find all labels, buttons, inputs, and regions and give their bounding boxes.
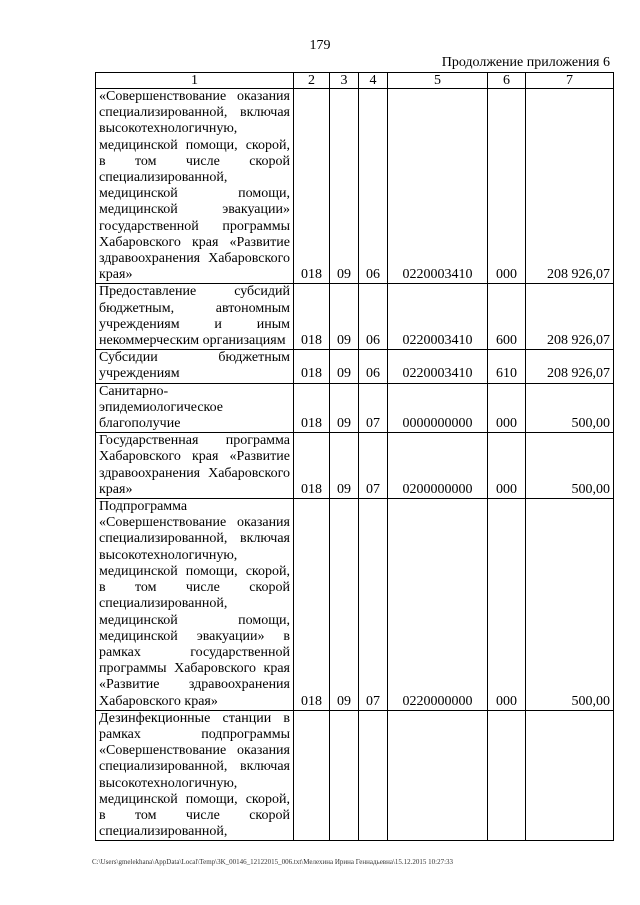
row-subsection: 06 [359, 89, 388, 284]
row-section: 09 [330, 383, 359, 433]
row-amount: 208 926,07 [526, 89, 614, 284]
header-cell: 1 [96, 73, 294, 89]
row-target: 0200000000 [388, 433, 488, 499]
row-name: Государственная программа Хабаровского края «Развитие здравоохранения Хабаровского края» [96, 433, 294, 499]
row-amount: 208 926,07 [526, 284, 614, 350]
row-target: 0220003410 [388, 89, 488, 284]
table-row [96, 89, 614, 284]
row-amount: 208 926,07 [526, 350, 614, 383]
footer-file-path: C:\Users\gmelekhana\AppData\Local\Temp\3K_00146_12122015_006.txt\Мелехина Ирина Геннадьевна\15.12.2015 10:27:33 [92, 858, 454, 866]
header-cell: 6 [488, 73, 526, 89]
row-name: «Совершенствование оказания специализированной, включая высокотехнологичную, медицинской помощи, скорой, в том числе скорой специализированной, медицинской помощи, медицинской эвакуации» государственной программы Хабаровского края «Развитие здравоохранения Хабаровского края» [96, 89, 294, 284]
row-ministry: 018 [294, 284, 330, 350]
row-expense-type [488, 710, 526, 841]
row-ministry: 018 [294, 89, 330, 284]
row-amount: 500,00 [526, 383, 614, 433]
table-header-row [96, 73, 614, 89]
row-subsection: 07 [359, 499, 388, 711]
header-cell: 5 [388, 73, 488, 89]
table-row [96, 383, 614, 433]
row-subsection: 06 [359, 350, 388, 383]
row-name: Предоставление субсидий бюджетным, автономным учреждениям и иным некоммерческим организациям [96, 284, 294, 350]
row-amount: 500,00 [526, 499, 614, 711]
row-ministry: 018 [294, 350, 330, 383]
row-name: Санитарно-эпидемиологическое благополучие [96, 383, 294, 433]
row-name: Субсидии бюджетным учреждениям [96, 350, 294, 383]
header-cell: 3 [330, 73, 359, 89]
row-name: Подпрограмма «Совершенствование оказания специализированной, включая высокотехнологичную, медицинской помощи, скорой, в том числе скорой специализированной, медицинской помощи, медицинской эвакуации» в рамках государственной программы Хабаровского края «Развитие здравоохранения Хабаровского края» [96, 499, 294, 711]
row-target: 0220003410 [388, 284, 488, 350]
row-ministry: 018 [294, 433, 330, 499]
row-target [388, 710, 488, 841]
row-expense-type: 000 [488, 433, 526, 499]
page-number: 179 [309, 38, 331, 53]
row-expense-type: 000 [488, 383, 526, 433]
table-row [96, 284, 614, 350]
row-ministry: 018 [294, 499, 330, 711]
row-subsection: 07 [359, 383, 388, 433]
header-cell: 7 [526, 73, 614, 89]
row-target: 0220000000 [388, 499, 488, 711]
row-subsection: 07 [359, 433, 388, 499]
row-amount: 500,00 [526, 433, 614, 499]
row-expense-type: 000 [488, 89, 526, 284]
row-section [330, 710, 359, 841]
row-expense-type: 000 [488, 499, 526, 711]
row-ministry: 018 [294, 383, 330, 433]
table-row [96, 350, 614, 383]
table-row [96, 433, 614, 499]
row-section: 09 [330, 89, 359, 284]
row-section: 09 [330, 499, 359, 711]
row-target: 0000000000 [388, 383, 488, 433]
row-expense-type: 610 [488, 350, 526, 383]
table-row [96, 710, 614, 841]
header-cell: 4 [359, 73, 388, 89]
row-target: 0220003410 [388, 350, 488, 383]
row-subsection: 06 [359, 284, 388, 350]
row-amount [526, 710, 614, 841]
continuation-label: Продолжение приложения 6 [441, 55, 610, 70]
row-section: 09 [330, 284, 359, 350]
budget-table [95, 72, 614, 841]
row-section: 09 [330, 350, 359, 383]
row-name: Дезинфекционные станции в рамках подпрограммы «Совершенствование оказания специализированной, включая высокотехнологичную, медицинской помощи, скорой, в том числе скорой специализированной, [96, 710, 294, 841]
header-cell: 2 [294, 73, 330, 89]
row-ministry [294, 710, 330, 841]
row-expense-type: 600 [488, 284, 526, 350]
table-row [96, 499, 614, 711]
row-section: 09 [330, 433, 359, 499]
row-subsection [359, 710, 388, 841]
